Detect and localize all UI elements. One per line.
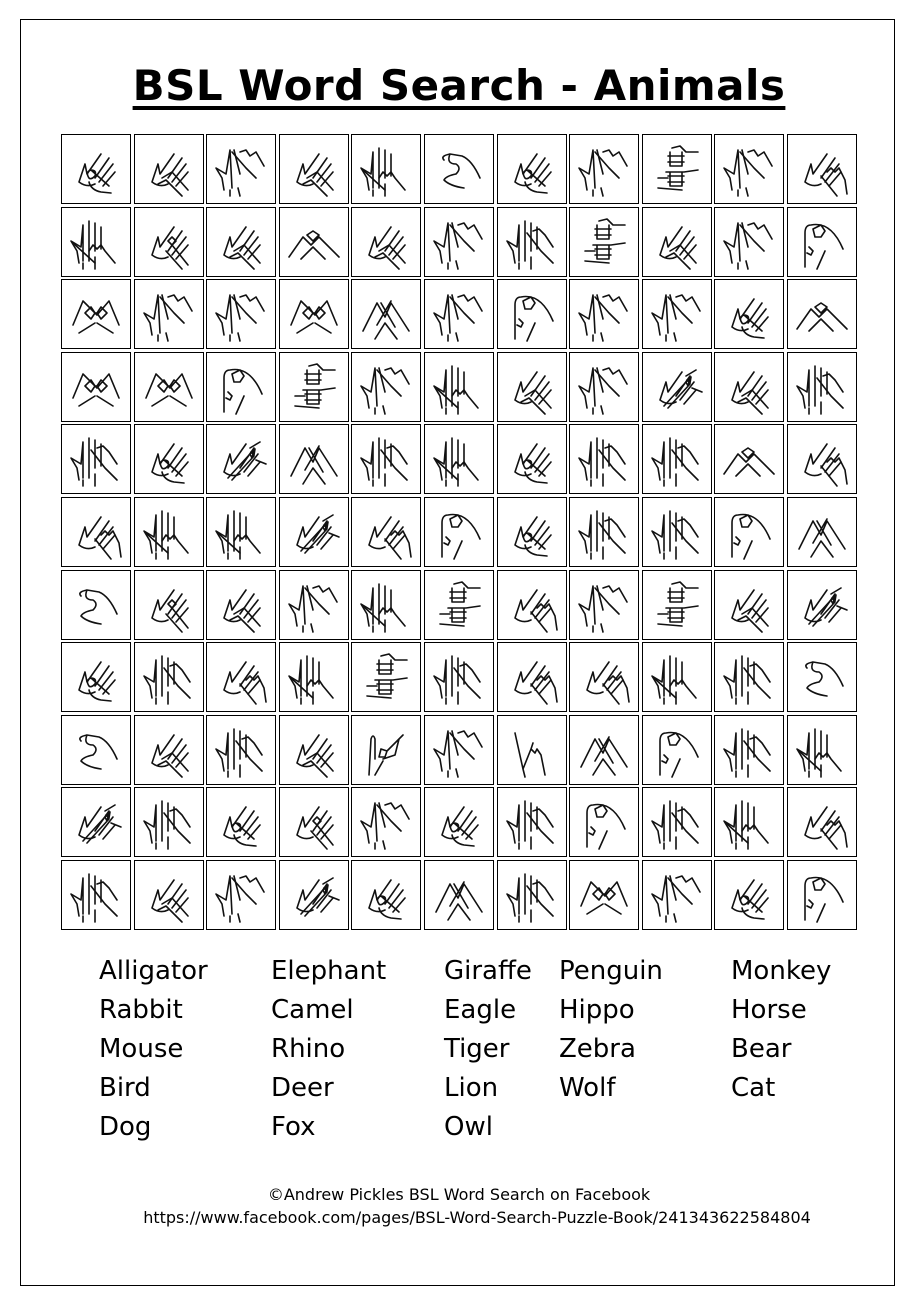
grid-cell[interactable] [279, 787, 349, 857]
word-item: Bear [731, 1034, 792, 1064]
hand-sign-icon [355, 211, 417, 273]
grid-cell[interactable] [206, 787, 276, 857]
grid-cell[interactable] [351, 279, 421, 349]
hand-sign-icon [646, 574, 708, 636]
hand-sign-icon [283, 138, 345, 200]
hand-sign-icon [428, 646, 490, 708]
hand-sign-icon [718, 356, 780, 418]
word-column-4 [559, 952, 663, 1108]
hand-sign-icon [718, 138, 780, 200]
grid-cell[interactable] [61, 352, 131, 422]
hand-sign-icon [646, 356, 708, 418]
grid-cell[interactable] [424, 424, 494, 494]
word-item: Dog [99, 1112, 152, 1142]
hand-sign-icon [718, 646, 780, 708]
hand-sign-icon [355, 356, 417, 418]
grid-cell[interactable] [787, 787, 857, 857]
hand-sign-icon [210, 719, 272, 781]
hand-sign-icon [791, 791, 853, 853]
grid-cell[interactable] [642, 570, 712, 640]
grid-cell[interactable] [279, 715, 349, 785]
hand-sign-icon [501, 428, 563, 490]
grid-cell[interactable] [787, 279, 857, 349]
hand-sign-icon [65, 791, 127, 853]
word-item: Lion [444, 1073, 499, 1103]
hand-sign-icon [138, 719, 200, 781]
grid-cell[interactable] [61, 424, 131, 494]
grid-cell[interactable] [714, 642, 784, 712]
hand-sign-icon [428, 574, 490, 636]
word-item: Wolf [559, 1073, 616, 1103]
grid-cell[interactable] [497, 715, 567, 785]
hand-sign-icon [791, 501, 853, 563]
hand-sign-icon [65, 501, 127, 563]
word-item: Mouse [99, 1034, 184, 1064]
word-item: Zebra [559, 1034, 636, 1064]
word-item: Bird [99, 1073, 151, 1103]
grid-cell[interactable] [714, 352, 784, 422]
hand-sign-icon [210, 356, 272, 418]
grid-cell[interactable] [61, 134, 131, 204]
word-item: Hippo [559, 995, 635, 1025]
word-item: Rhino [271, 1034, 346, 1064]
grid-cell[interactable] [351, 424, 421, 494]
grid-cell[interactable] [497, 787, 567, 857]
hand-sign-icon [428, 501, 490, 563]
grid-cell[interactable] [424, 497, 494, 567]
grid-cell[interactable] [569, 497, 639, 567]
hand-sign-icon [646, 283, 708, 345]
word-search-grid [61, 134, 857, 930]
hand-sign-icon [283, 211, 345, 273]
grid-cell[interactable] [351, 497, 421, 567]
hand-sign-icon [355, 501, 417, 563]
hand-sign-icon [646, 211, 708, 273]
hand-sign-icon [718, 719, 780, 781]
grid-cell[interactable] [351, 860, 421, 930]
hand-sign-icon [283, 646, 345, 708]
grid-cell[interactable] [642, 497, 712, 567]
hand-sign-icon [138, 428, 200, 490]
hand-sign-icon [138, 791, 200, 853]
grid-cell[interactable] [206, 207, 276, 277]
hand-sign-icon [573, 211, 635, 273]
word-item: Penguin [559, 956, 663, 986]
grid-cell[interactable] [279, 279, 349, 349]
hand-sign-icon [283, 719, 345, 781]
word-item: Deer [271, 1073, 334, 1103]
grid-cell[interactable] [642, 207, 712, 277]
hand-sign-icon [65, 138, 127, 200]
word-item: Tiger [444, 1034, 510, 1064]
grid-cell[interactable] [134, 787, 204, 857]
grid-cell[interactable] [787, 352, 857, 422]
hand-sign-icon [501, 211, 563, 273]
hand-sign-icon [210, 211, 272, 273]
word-item: Giraffe [444, 956, 532, 986]
hand-sign-icon [283, 428, 345, 490]
grid-cell[interactable] [206, 352, 276, 422]
hand-sign-icon [791, 356, 853, 418]
grid-cell[interactable] [351, 715, 421, 785]
hand-sign-icon [791, 574, 853, 636]
hand-sign-icon [65, 283, 127, 345]
hand-sign-icon [646, 428, 708, 490]
grid-cell[interactable] [569, 424, 639, 494]
grid-cell[interactable] [134, 570, 204, 640]
grid-cell[interactable] [787, 134, 857, 204]
grid-cell[interactable] [569, 279, 639, 349]
title-text: BSL Word Search - Animals [132, 61, 786, 110]
grid-cell[interactable] [351, 207, 421, 277]
hand-sign-icon [355, 864, 417, 926]
hand-sign-icon [428, 138, 490, 200]
grid-cell[interactable] [497, 860, 567, 930]
grid-cell[interactable] [206, 715, 276, 785]
grid-cell[interactable] [134, 279, 204, 349]
hand-sign-icon [283, 791, 345, 853]
hand-sign-icon [283, 864, 345, 926]
hand-sign-icon [791, 646, 853, 708]
hand-sign-icon [646, 719, 708, 781]
hand-sign-icon [355, 791, 417, 853]
word-item: Cat [731, 1073, 776, 1103]
grid-cell[interactable] [134, 207, 204, 277]
hand-sign-icon [501, 283, 563, 345]
hand-sign-icon [791, 211, 853, 273]
grid-cell[interactable] [134, 715, 204, 785]
word-item: Rabbit [99, 995, 183, 1025]
grid-cell[interactable] [134, 134, 204, 204]
grid-cell[interactable] [497, 497, 567, 567]
grid-cell[interactable] [642, 352, 712, 422]
hand-sign-icon [718, 501, 780, 563]
grid-cell[interactable] [569, 787, 639, 857]
grid-cell[interactable] [61, 570, 131, 640]
hand-sign-icon [428, 283, 490, 345]
grid-cell[interactable] [279, 570, 349, 640]
grid-cell[interactable] [61, 715, 131, 785]
grid-cell[interactable] [351, 352, 421, 422]
grid-cell[interactable] [714, 497, 784, 567]
hand-sign-icon [501, 864, 563, 926]
grid-cell[interactable] [134, 860, 204, 930]
grid-cell[interactable] [424, 787, 494, 857]
footer-credit: ©Andrew Pickles BSL Word Search on Facebook [267, 1185, 651, 1204]
grid-cell[interactable] [497, 570, 567, 640]
grid-cell[interactable] [206, 134, 276, 204]
hand-sign-icon [138, 356, 200, 418]
hand-sign-icon [791, 719, 853, 781]
hand-sign-icon [428, 864, 490, 926]
grid-cell[interactable] [497, 134, 567, 204]
grid-cell[interactable] [714, 279, 784, 349]
grid-cell[interactable] [787, 207, 857, 277]
grid-cell[interactable] [61, 787, 131, 857]
grid-cell[interactable] [714, 134, 784, 204]
grid-cell[interactable] [497, 279, 567, 349]
hand-sign-icon [428, 791, 490, 853]
hand-sign-icon [791, 283, 853, 345]
grid-cell[interactable] [61, 642, 131, 712]
grid-cell[interactable] [134, 642, 204, 712]
grid-cell[interactable] [787, 715, 857, 785]
hand-sign-icon [138, 646, 200, 708]
hand-sign-icon [646, 646, 708, 708]
hand-sign-icon [210, 501, 272, 563]
hand-sign-icon [718, 283, 780, 345]
footer-url[interactable]: https://www.facebook.com/pages/BSL-Word-Search-Puzzle-Book/241343622584804 [143, 1208, 811, 1227]
hand-sign-icon [791, 864, 853, 926]
grid-cell[interactable] [351, 642, 421, 712]
grid-cell[interactable] [569, 352, 639, 422]
grid-cell[interactable] [787, 570, 857, 640]
hand-sign-icon [283, 574, 345, 636]
page-title [0, 62, 918, 110]
grid-cell[interactable] [714, 787, 784, 857]
hand-sign-icon [646, 791, 708, 853]
hand-sign-icon [210, 864, 272, 926]
word-column-3 [444, 952, 532, 1147]
hand-sign-icon [718, 791, 780, 853]
grid-cell[interactable] [424, 279, 494, 349]
hand-sign-icon [573, 501, 635, 563]
hand-sign-icon [355, 428, 417, 490]
hand-sign-icon [428, 356, 490, 418]
grid-cell[interactable] [134, 352, 204, 422]
grid-cell[interactable] [714, 207, 784, 277]
grid-cell[interactable] [714, 860, 784, 930]
hand-sign-icon [210, 283, 272, 345]
hand-sign-icon [573, 864, 635, 926]
hand-sign-icon [283, 283, 345, 345]
grid-cell[interactable] [569, 570, 639, 640]
grid-cell[interactable] [206, 642, 276, 712]
hand-sign-icon [138, 574, 200, 636]
grid-cell[interactable] [351, 134, 421, 204]
grid-cell[interactable] [206, 570, 276, 640]
grid-cell[interactable] [642, 642, 712, 712]
grid-cell[interactable] [642, 424, 712, 494]
grid-cell[interactable] [424, 642, 494, 712]
grid-cell[interactable] [424, 570, 494, 640]
hand-sign-icon [573, 428, 635, 490]
grid-cell[interactable] [351, 787, 421, 857]
hand-sign-icon [138, 138, 200, 200]
word-item: Camel [271, 995, 354, 1025]
grid-cell[interactable] [424, 207, 494, 277]
grid-cell[interactable] [642, 787, 712, 857]
grid-cell[interactable] [787, 497, 857, 567]
grid-cell[interactable] [279, 642, 349, 712]
hand-sign-icon [573, 646, 635, 708]
hand-sign-icon [355, 283, 417, 345]
hand-sign-icon [65, 646, 127, 708]
grid-cell[interactable] [206, 279, 276, 349]
hand-sign-icon [718, 864, 780, 926]
grid-cell[interactable] [424, 715, 494, 785]
hand-sign-icon [791, 428, 853, 490]
word-item: Fox [271, 1112, 316, 1142]
grid-cell[interactable] [569, 860, 639, 930]
hand-sign-icon [791, 138, 853, 200]
hand-sign-icon [573, 574, 635, 636]
hand-sign-icon [501, 501, 563, 563]
hand-sign-icon [283, 501, 345, 563]
hand-sign-icon [646, 864, 708, 926]
hand-sign-icon [573, 791, 635, 853]
grid-cell[interactable] [787, 642, 857, 712]
grid-cell[interactable] [497, 207, 567, 277]
hand-sign-icon [646, 501, 708, 563]
hand-sign-icon [646, 138, 708, 200]
grid-cell[interactable] [279, 860, 349, 930]
grid-cell[interactable] [279, 134, 349, 204]
hand-sign-icon [355, 138, 417, 200]
grid-cell[interactable] [642, 134, 712, 204]
hand-sign-icon [573, 719, 635, 781]
grid-cell[interactable] [787, 860, 857, 930]
hand-sign-icon [138, 501, 200, 563]
hand-sign-icon [65, 211, 127, 273]
grid-cell[interactable] [134, 424, 204, 494]
hand-sign-icon [210, 574, 272, 636]
hand-sign-icon [501, 356, 563, 418]
hand-sign-icon [65, 356, 127, 418]
grid-cell[interactable] [569, 207, 639, 277]
hand-sign-icon [501, 574, 563, 636]
grid-cell[interactable] [279, 424, 349, 494]
grid-cell[interactable] [497, 424, 567, 494]
hand-sign-icon [210, 138, 272, 200]
hand-sign-icon [573, 138, 635, 200]
grid-cell[interactable] [714, 570, 784, 640]
word-item: Owl [444, 1112, 493, 1142]
hand-sign-icon [210, 646, 272, 708]
hand-sign-icon [501, 138, 563, 200]
grid-cell[interactable] [497, 352, 567, 422]
hand-sign-icon [428, 211, 490, 273]
hand-sign-icon [355, 574, 417, 636]
grid-cell[interactable] [206, 497, 276, 567]
hand-sign-icon [65, 574, 127, 636]
word-column-5 [731, 952, 831, 1108]
hand-sign-icon [355, 646, 417, 708]
grid-cell[interactable] [279, 207, 349, 277]
grid-cell[interactable] [424, 860, 494, 930]
hand-sign-icon [65, 719, 127, 781]
hand-sign-icon [210, 428, 272, 490]
grid-cell[interactable] [497, 642, 567, 712]
hand-sign-icon [718, 211, 780, 273]
grid-cell[interactable] [642, 860, 712, 930]
hand-sign-icon [501, 791, 563, 853]
grid-cell[interactable] [714, 424, 784, 494]
grid-cell[interactable] [61, 497, 131, 567]
grid-cell[interactable] [569, 715, 639, 785]
grid-cell[interactable] [424, 352, 494, 422]
grid-cell[interactable] [642, 715, 712, 785]
hand-sign-icon [210, 791, 272, 853]
hand-sign-icon [138, 283, 200, 345]
hand-sign-icon [718, 428, 780, 490]
grid-cell[interactable] [642, 279, 712, 349]
grid-cell[interactable] [569, 642, 639, 712]
hand-sign-icon [65, 864, 127, 926]
grid-cell[interactable] [424, 134, 494, 204]
grid-cell[interactable] [787, 424, 857, 494]
grid-cell[interactable] [61, 279, 131, 349]
hand-sign-icon [355, 719, 417, 781]
grid-cell[interactable] [206, 860, 276, 930]
grid-cell[interactable] [714, 715, 784, 785]
hand-sign-icon [501, 719, 563, 781]
hand-sign-icon [138, 211, 200, 273]
word-item: Monkey [731, 956, 832, 986]
hand-sign-icon [65, 428, 127, 490]
word-column-1 [99, 952, 208, 1147]
grid-cell[interactable] [61, 207, 131, 277]
grid-cell[interactable] [279, 497, 349, 567]
grid-cell[interactable] [134, 497, 204, 567]
hand-sign-icon [283, 356, 345, 418]
hand-sign-icon [718, 574, 780, 636]
hand-sign-icon [573, 356, 635, 418]
hand-sign-icon [501, 646, 563, 708]
grid-cell[interactable] [279, 352, 349, 422]
hand-sign-icon [428, 428, 490, 490]
grid-cell[interactable] [569, 134, 639, 204]
hand-sign-icon [428, 719, 490, 781]
word-column-2 [271, 952, 386, 1147]
word-item: Elephant [271, 956, 387, 986]
grid-cell[interactable] [206, 424, 276, 494]
hand-sign-icon [573, 283, 635, 345]
grid-cell[interactable] [351, 570, 421, 640]
word-item: Horse [731, 995, 807, 1025]
word-item: Eagle [444, 995, 517, 1025]
word-item: Alligator [99, 956, 208, 986]
hand-sign-icon [138, 864, 200, 926]
grid-cell[interactable] [61, 860, 131, 930]
